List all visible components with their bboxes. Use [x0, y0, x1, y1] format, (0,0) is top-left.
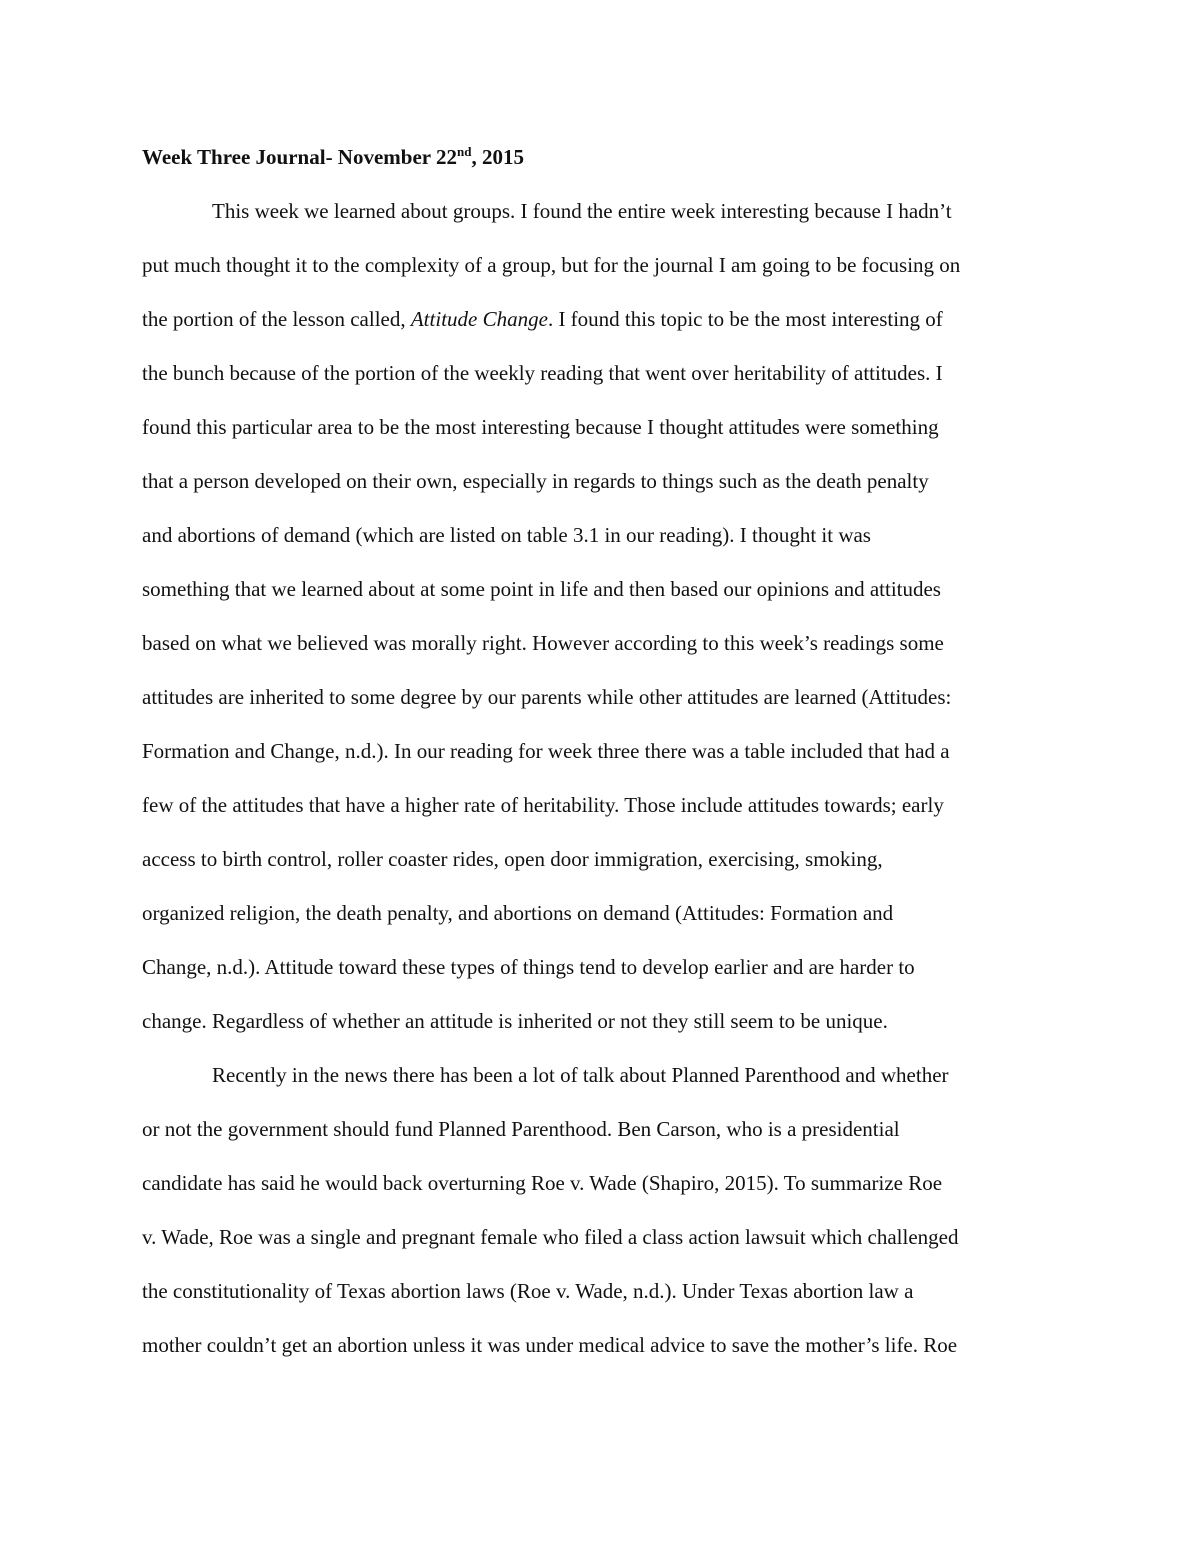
- paragraph1-line6: that a person developed on their own, especially in regards to things such as the death penalty: [142, 469, 929, 493]
- paragraph1-line10: attitudes are inherited to some degree by our parents while other attitudes are learned (Attitudes:: [142, 685, 952, 709]
- paragraph2-line2: or not the government should fund Planned Parenthood. Ben Carson, who is a presidential: [142, 1117, 900, 1141]
- paragraph2-line5: the constitutionality of Texas abortion laws (Roe v. Wade, n.d.). Under Texas abortion law a: [142, 1279, 914, 1303]
- title-year: , 2015: [471, 145, 524, 169]
- journal-title: [142, 143, 524, 171]
- paragraph1-line11: Formation and Change, n.d.). In our reading for week three there was a table included that had a: [142, 739, 950, 763]
- paragraph1-line12: few of the attitudes that have a higher rate of heritability. Those include attitudes towards; early: [142, 793, 944, 817]
- paragraph1-line1: This week we learned about groups. I found the entire week interesting because I hadn’t: [212, 199, 952, 223]
- paragraph1-line15: Change, n.d.). Attitude toward these types of things tend to develop earlier and are harder to: [142, 955, 915, 979]
- paragraph1-line3: [142, 305, 943, 333]
- paragraph2-line4: v. Wade, Roe was a single and pregnant female who filed a class action lawsuit which challenged: [142, 1225, 959, 1249]
- line3-text-before: the portion of the lesson called,: [142, 307, 411, 331]
- paragraph2-line6: mother couldn’t get an abortion unless it was under medical advice to save the mother’s life. Roe: [142, 1333, 958, 1357]
- title-text: Week Three Journal- November 22: [142, 145, 457, 169]
- line3-text-after: . I found this topic to be the most interesting of: [547, 307, 943, 331]
- paragraph1-line8: something that we learned about at some point in life and then based our opinions and attitudes: [142, 577, 941, 601]
- paragraph2-line3: candidate has said he would back overturning Roe v. Wade (Shapiro, 2015). To summarize Roe: [142, 1171, 943, 1195]
- paragraph1-line4: the bunch because of the portion of the weekly reading that went over heritability of attitudes. I: [142, 361, 943, 385]
- attitude-change-italic: Attitude Change: [410, 307, 548, 331]
- paragraph1-line9: based on what we believed was morally right. However according to this week’s readings some: [142, 631, 944, 655]
- paragraph2-line1: Recently in the news there has been a lot of talk about Planned Parenthood and whether: [212, 1063, 949, 1087]
- paragraph1-line7: and abortions of demand (which are listed on table 3.1 in our reading). I thought it was: [142, 523, 871, 547]
- paragraph1-line5: found this particular area to be the most interesting because I thought attitudes were something: [142, 415, 939, 439]
- paragraph1-line16: change. Regardless of whether an attitude is inherited or not they still seem to be unique.: [142, 1009, 888, 1033]
- title-superscript: nd: [456, 144, 472, 159]
- paragraph1-line13: access to birth control, roller coaster rides, open door immigration, exercising, smoking,: [142, 847, 883, 871]
- paragraph1-line2: put much thought it to the complexity of a group, but for the journal I am going to be focusing on: [142, 253, 961, 277]
- paragraph1-line14: organized religion, the death penalty, and abortions on demand (Attitudes: Formation and: [142, 901, 894, 925]
